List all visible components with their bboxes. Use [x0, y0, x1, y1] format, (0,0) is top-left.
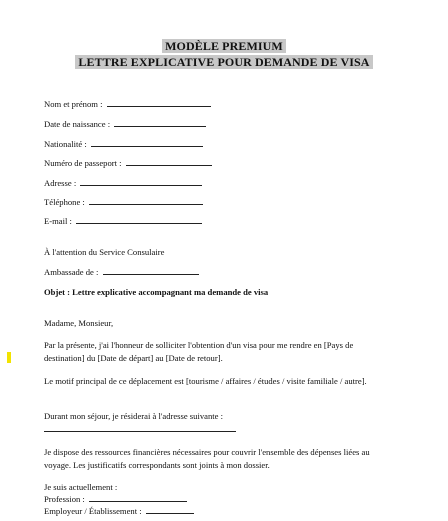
- field-passeport-blank[interactable]: [126, 157, 212, 166]
- field-telephone: [44, 196, 203, 208]
- field-nom-blank[interactable]: [107, 98, 211, 107]
- field-nationalite: [44, 138, 203, 150]
- paragraph-4: Je dispose des ressources financières nécessaires pour couvrir l'ensemble des dépenses liées au voyage. Les justificatifs correspondants sont joints à mon dossier.: [44, 447, 370, 470]
- field-nationalite-label: Nationalité :: [44, 139, 87, 149]
- field-telephone-label: Téléphone :: [44, 197, 85, 207]
- attention-line: À l'attention du Service Consulaire: [44, 247, 165, 257]
- field-passeport: [44, 157, 212, 169]
- field-employeur: [44, 505, 194, 517]
- title-line-2-wrap: [0, 53, 448, 71]
- objet-line: Objet : Lettre explicative accompagnant ma demande de visa: [44, 287, 269, 297]
- field-naissance: [44, 118, 206, 130]
- field-profession: [44, 493, 187, 505]
- field-naissance-label: Date de naissance :: [44, 119, 111, 129]
- field-nom-label: Nom et prénom :: [44, 99, 103, 109]
- adresse-sejour-blank[interactable]: [44, 431, 236, 432]
- salutation: Madame, Monsieur,: [44, 318, 114, 328]
- field-ambassade: [44, 266, 199, 278]
- field-adresse-label: Adresse :: [44, 178, 77, 188]
- field-ambassade-blank[interactable]: [103, 266, 199, 275]
- field-email-blank[interactable]: [76, 215, 202, 224]
- highlight-marker: [7, 352, 11, 363]
- title-line-1: MODÈLE PREMIUM: [162, 39, 286, 53]
- actuellement-line: Je suis actuellement :: [44, 482, 118, 492]
- field-nom: [44, 98, 211, 110]
- field-email-label: E-mail :: [44, 216, 72, 226]
- field-ambassade-label: Ambassade de :: [44, 267, 99, 277]
- field-profession-label: Profession :: [44, 494, 85, 504]
- field-adresse-blank[interactable]: [80, 177, 202, 186]
- field-naissance-blank[interactable]: [114, 118, 206, 127]
- field-telephone-blank[interactable]: [89, 196, 203, 205]
- field-adresse: [44, 177, 202, 189]
- paragraph-1: Par la présente, j'ai l'honneur de solliciter l'obtention d'un visa pour me rendre en [Pays de destination] du [Date de départ] au [Date de retour].: [44, 340, 354, 363]
- paragraph-2: Le motif principal de ce déplacement est [tourisme / affaires / études / visite familiale / autre].: [44, 376, 367, 386]
- paragraph-3: Durant mon séjour, je résiderai à l'adresse suivante :: [44, 411, 223, 421]
- field-nationalite-blank[interactable]: [91, 138, 203, 147]
- title-line-2: LETTRE EXPLICATIVE POUR DEMANDE DE VISA: [75, 55, 372, 69]
- field-profession-blank[interactable]: [89, 493, 187, 502]
- field-email: [44, 215, 202, 227]
- field-employeur-label: Employeur / Établissement :: [44, 506, 142, 516]
- field-employeur-blank[interactable]: [146, 505, 194, 514]
- field-passeport-label: Numéro de passeport :: [44, 158, 122, 168]
